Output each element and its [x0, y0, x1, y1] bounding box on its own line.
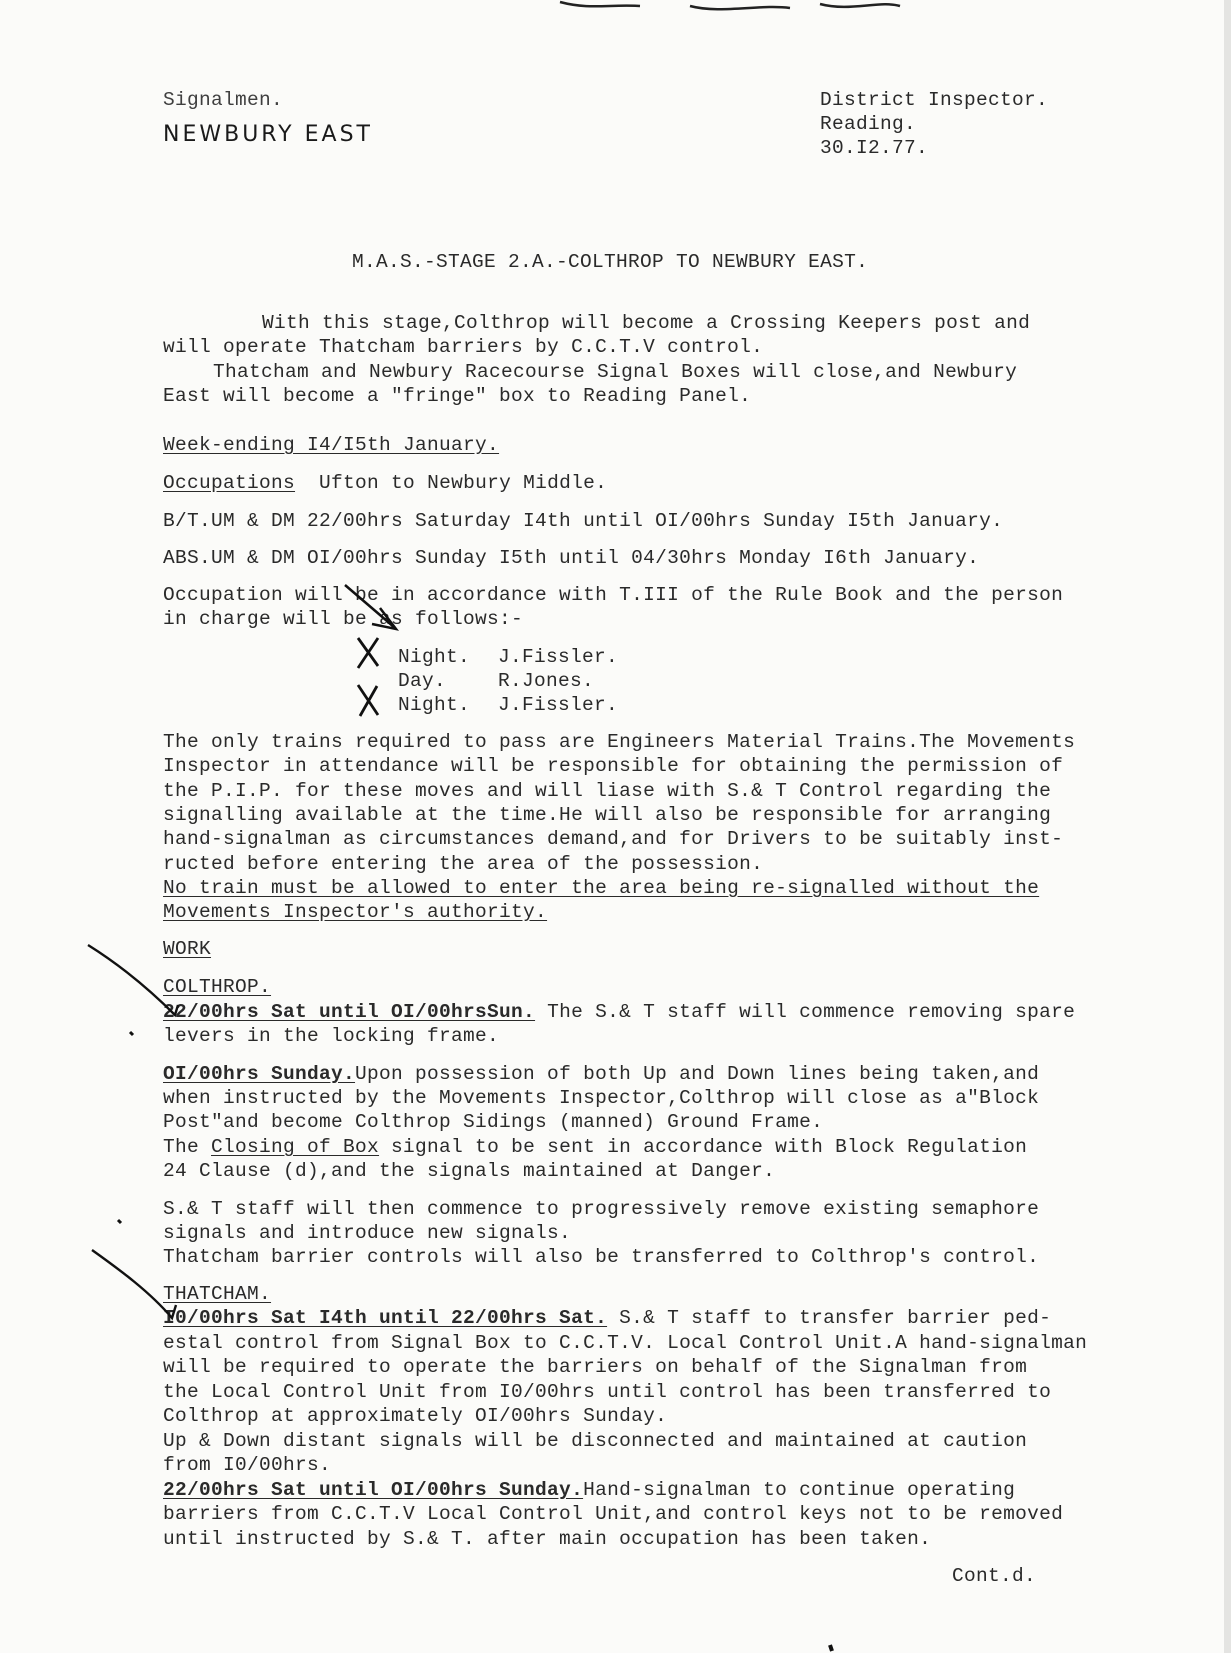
colthrop-p3-line: S.& T staff will then commence to progressively remove existing semaphore	[163, 1198, 1040, 1220]
colthrop-p1-time: 22/00hrs Sat until OI/00hrsSun.	[163, 1001, 536, 1023]
sender: District Inspector.	[820, 89, 1049, 111]
person-name: R.Jones.	[498, 670, 595, 692]
thatcham-p1-line: Up & Down distant signals will be disconnected and maintained at caution	[163, 1430, 1028, 1452]
work-heading: WORK	[163, 938, 212, 960]
closing-pre: The	[163, 1136, 212, 1158]
thatcham-heading: THATCHAM.	[163, 1283, 272, 1305]
occupation-rule: in charge will be as follows:-	[163, 608, 524, 630]
intro-line: With this stage,Colthrop will become a Crossing Keepers post and	[262, 312, 1031, 334]
colthrop-p2-line: Post"and become Colthrop Sidings (manned) Ground Frame.	[163, 1111, 824, 1133]
week-heading: Week-ending I4/I5th January.	[163, 434, 500, 456]
trains-line: hand-signalman as circumstances demand,and for Drivers to be suitably inst-	[163, 828, 1064, 850]
ink-speck	[830, 1645, 832, 1651]
addressee: Signalmen.	[163, 89, 284, 111]
warning-line: No train must be allowed to enter the area being re-signalled without the	[163, 877, 1040, 899]
closing-of-box: Closing of Box	[211, 1136, 380, 1158]
thatcham-p1-line: from I0/00hrs.	[163, 1454, 332, 1476]
tick-mark-icon	[88, 945, 178, 1015]
trains-line: signalling available at the time.He will also be responsible for arranging	[163, 804, 1052, 826]
trains-line: the P.I.P. for these moves and will liase with S.& T Control regarding the	[163, 780, 1052, 802]
trains-line: The only trains required to pass are Engineers Material Trains.The Movements	[163, 731, 1076, 753]
thatcham-p1-rest: S.& T staff to transfer barrier ped-	[607, 1307, 1052, 1329]
arrow-mark	[345, 585, 396, 629]
thatcham-p2-line: until instructed by S.& T. after main occupation has been taken.	[163, 1528, 932, 1550]
intro-line: Thatcham and Newbury Racecourse Signal Boxes will close,and Newbury	[213, 361, 1018, 383]
trains-line: Inspector in attendance will be responsible for obtaining the permission of	[163, 755, 1064, 777]
x-mark-icon	[358, 638, 378, 668]
ink-speck	[118, 1220, 121, 1223]
top-scribble-mark	[560, 2, 900, 9]
continued-note: Cont.d.	[952, 1565, 1037, 1587]
occupation-rule: Occupation will be in accordance with T.III of the Rule Book and the person	[163, 584, 1064, 606]
handwritten-addressee: NEWBURY EAST	[163, 122, 373, 147]
occupation-abs: ABS.UM & DM OI/00hrs Sunday I5th until 04/30hrs Monday I6th January.	[163, 547, 980, 569]
thatcham-p1-time: I0/00hrs Sat I4th until 22/00hrs Sat.	[163, 1307, 608, 1329]
thatcham-p2-time: 22/00hrs Sat until OI/00hrs Sunday.	[163, 1479, 584, 1501]
thatcham-p2-rest: Hand-signalman to continue operating	[583, 1479, 1016, 1501]
colthrop-p1-rest: The S.& T staff will commence removing spare	[535, 1001, 1076, 1023]
tick-mark-icon	[92, 1250, 176, 1318]
person-shift: Night.	[398, 694, 471, 716]
colthrop-p2-rest: Upon possession of both Up and Down lines being taken,and	[355, 1063, 1040, 1085]
intro-line: will operate Thatcham barriers by C.C.T.V control.	[163, 336, 764, 358]
colthrop-p1-line: levers in the locking frame.	[163, 1025, 500, 1047]
colthrop-p2-time: OI/00hrs Sunday.	[163, 1063, 356, 1085]
sender-place: Reading.	[820, 113, 917, 135]
thatcham-p1-line: will be required to operate the barriers on behalf of the Signalman from	[163, 1356, 1028, 1378]
closing-post: signal to be sent in accordance with Block Regulation	[379, 1136, 1028, 1158]
person-shift: Night.	[398, 646, 471, 668]
scan-edge	[1224, 0, 1231, 1653]
occupations-text: Ufton to Newbury Middle.	[319, 472, 608, 494]
person-shift: Day.	[398, 670, 447, 692]
x-mark-icon	[358, 685, 378, 716]
person-name: J.Fissler.	[498, 694, 619, 716]
letter-date: 30.I2.77.	[820, 137, 929, 159]
thatcham-p1-line: the Local Control Unit from I0/00hrs until control has been transferred to	[163, 1381, 1052, 1403]
warning-line: Movements Inspector's authority.	[163, 901, 548, 923]
thatcham-p2-line: barriers from C.C.T.V Local Control Unit,and control keys not to be removed	[163, 1503, 1064, 1525]
intro-line: East will become a "fringe" box to Reading Panel.	[163, 385, 752, 407]
occupation-bt: B/T.UM & DM 22/00hrs Saturday I4th until OI/00hrs Sunday I5th January.	[163, 510, 1004, 532]
ink-speck	[130, 1032, 133, 1035]
colthrop-p3-line: Thatcham barrier controls will also be transferred to Colthrop's control.	[163, 1246, 1040, 1268]
document-title: M.A.S.-STAGE 2.A.-COLTHROP TO NEWBURY EAST.	[352, 251, 869, 273]
colthrop-p2-line: 24 Clause (d),and the signals maintained at Danger.	[163, 1160, 776, 1182]
occupations-label: Occupations	[163, 472, 296, 494]
colthrop-p3-line: signals and introduce new signals.	[163, 1222, 572, 1244]
thatcham-p1-line: estal control from Signal Box to C.C.T.V. Local Control Unit.A hand-signalman	[163, 1332, 1088, 1354]
trains-line: ructed before entering the area of the possession.	[163, 853, 764, 875]
thatcham-p1-line: Colthrop at approximately OI/00hrs Sunday.	[163, 1405, 668, 1427]
colthrop-heading: COLTHROP.	[163, 976, 272, 998]
person-name: J.Fissler.	[498, 646, 619, 668]
colthrop-p2-line: when instructed by the Movements Inspector,Colthrop will close as a"Block	[163, 1087, 1040, 1109]
